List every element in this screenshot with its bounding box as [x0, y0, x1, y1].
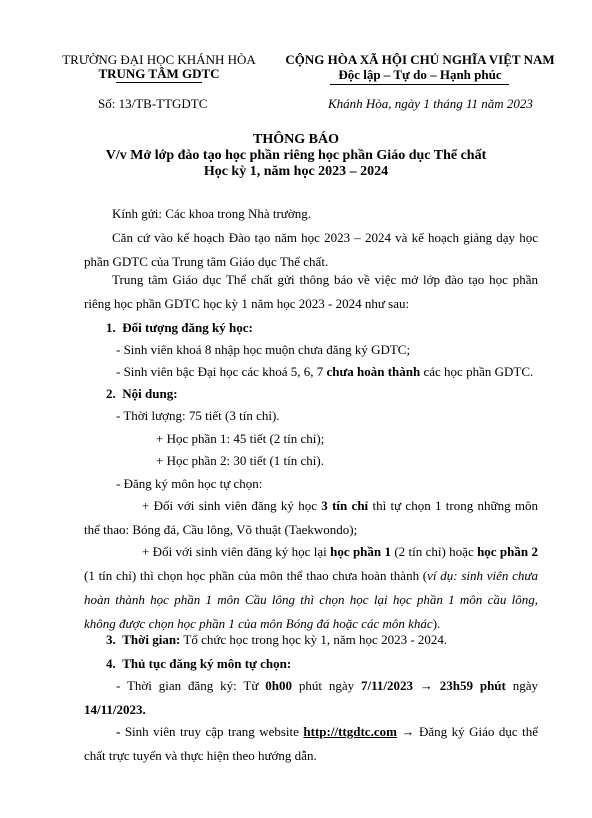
notice-term: Học kỳ 1, năm học 2023 – 2024 [203, 164, 389, 179]
university-name: TRƯỜNG ĐẠI HỌC KHÁNH HÒA [62, 52, 256, 67]
arrow-icon: → [396, 724, 419, 739]
module-2-line: + Học phần 2: 30 tiết (1 tín chỉ). [156, 453, 324, 468]
national-motto: Độc lập – Tự do – Hạnh phúc [338, 67, 502, 82]
motto-underline [330, 84, 509, 85]
place-date: Khánh Hòa, ngày 1 tháng 11 năm 2023 [328, 96, 533, 111]
paragraph-basis: Căn cứ vào kế hoạch Đào tạo năm học 2023 – 2024 và kế hoạch giảng dạy học phần GDTC của Trung tâm Giáo dục Thể chất. [84, 230, 538, 269]
target-bullet-1: - Sinh viên khoá 8 nhập học muộn chưa đăng ký GDTC; [116, 342, 411, 357]
section-4-heading: 4. Thủ tục đăng ký môn tự chọn: [106, 656, 292, 671]
section-number: 3. [106, 632, 116, 647]
center-name: TRUNG TÂM GDTC [98, 66, 220, 81]
elective-register-line: - Đăng ký môn học tự chọn: [116, 476, 263, 491]
paragraph-intro: Trung tâm Giáo dục Thể chất gửi thông báo về việc mở lớp đào tạo học phần riêng học phần GDTC học kỳ 1 năm học 2023 - 2024 như sau: [84, 272, 538, 311]
module-1-line: + Học phần 1: 45 tiết (2 tín chỉ); [156, 431, 325, 446]
section-number: 2. [106, 386, 116, 401]
registration-website: - Sinh viên truy cập trang website http://ttgdtc.com → Đăng ký Giáo dục thể chất trực tuyến và thực hiện theo hướng dẫn. [84, 724, 538, 763]
section-number: 1. [106, 320, 116, 335]
section-number: 4. [106, 656, 116, 671]
section-2-heading: 2. Nội dung: [106, 386, 178, 401]
document-number: Số: 13/TB-TTGDTC [98, 96, 208, 111]
website-link[interactable]: http://ttgdtc.com [303, 724, 397, 739]
option-3-credits: + Đối với sinh viên đăng ký học 3 tín chỉ thì tự chọn 1 trong những môn thể thao: Bóng đá, Cầu lông, Võ thuật (Taekwondo); [84, 498, 538, 537]
center-underline [116, 82, 202, 83]
target-bullet-2: - Sinh viên bậc Đại học các khoá 5, 6, 7 chưa hoàn thành các học phần GDTC. [116, 364, 534, 379]
section-1-heading: 1. Đối tượng đăng ký học: [106, 320, 253, 335]
section-3-line: 3. Thời gian: Tổ chức học trong học kỳ 1, năm học 2023 - 2024. [106, 632, 448, 647]
registration-time: - Thời gian đăng ký: Từ 0h00 phút ngày 7/11/2023 → 23h59 phút ngày 14/11/2023. [84, 678, 539, 717]
notice-subject: V/v Mở lớp đào tạo học phần riêng học phần Giáo dục Thể chất [105, 148, 487, 163]
notice-title: THÔNG BÁO [253, 132, 339, 147]
option-retake: + Đối với sinh viên đăng ký học lại học phần 1 (2 tín chỉ) hoặc học phần 2 (1 tín chỉ) thì chọn học phần của môn thể thao chưa hoàn thành (ví dụ: sinh viên chưa hoàn thành học phần 1 môn Cầu lông thì chọn học lại học phần 1 môn cầu lông, không được chọn học phần 1 của môn Bóng đá hoặc các môn khác). [84, 544, 538, 631]
duration-line: - Thời lượng: 75 tiết (3 tín chỉ). [116, 408, 280, 423]
republic-title: CỘNG HÒA XÃ HỘI CHỦ NGHĨA VIỆT NAM [285, 52, 555, 67]
greeting: Kính gửi: Các khoa trong Nhà trường. [112, 206, 311, 221]
